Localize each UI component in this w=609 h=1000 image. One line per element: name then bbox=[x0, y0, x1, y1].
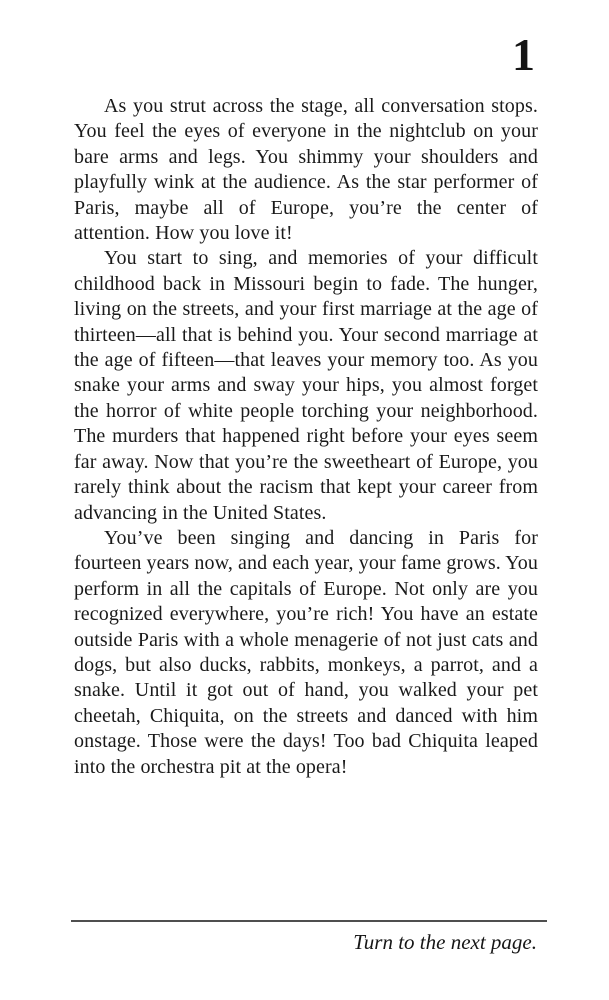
page-number: 1 bbox=[512, 29, 535, 80]
footer-divider bbox=[71, 920, 547, 922]
story-paragraph: As you strut across the stage, all conversation stops. You feel the eyes of everyone in the nightclub on your bare arms and legs. You shimmy your shoulders and playfully wink at the audience. As the star performer of Paris, maybe all of Europe, you’re the center of attention. How you love it! bbox=[74, 95, 538, 245]
turn-page-instruction: Turn to the next page. bbox=[353, 930, 537, 954]
story-text bbox=[74, 94, 538, 780]
story-paragraph: You’ve been singing and dancing in Paris for fourteen years now, and each year, your fame grows. You perform in all the capitals of Europe. Not only are you recognized everywhere, you’re rich! You have an estate outside Paris with a whole menagerie of not just cats and dogs, but also ducks, rabbits, monkeys, a parrot, and a snake. Until it got out of hand, you walked your pet cheetah, Chiquita, on the streets and danced with him onstage. Those were the days! Too bad Chiquita leaped into the orchestra pit at the opera! bbox=[74, 526, 538, 778]
story-paragraph: You start to sing, and memories of your difficult childhood back in Missouri begin to fade. The hunger, living on the streets, and your first marriage at the age of thirteen—all that is behind you. Your second marriage at the age of fifteen—that leaves your memory too. As you snake your arms and sway your hips, you almost forget the horror of white people torching your neighborhood. The murders that happened right before your eyes seem far away. Now that you’re the sweetheart of Europe, you rarely think about the racism that kept your career from advancing in the United States. bbox=[74, 247, 538, 524]
